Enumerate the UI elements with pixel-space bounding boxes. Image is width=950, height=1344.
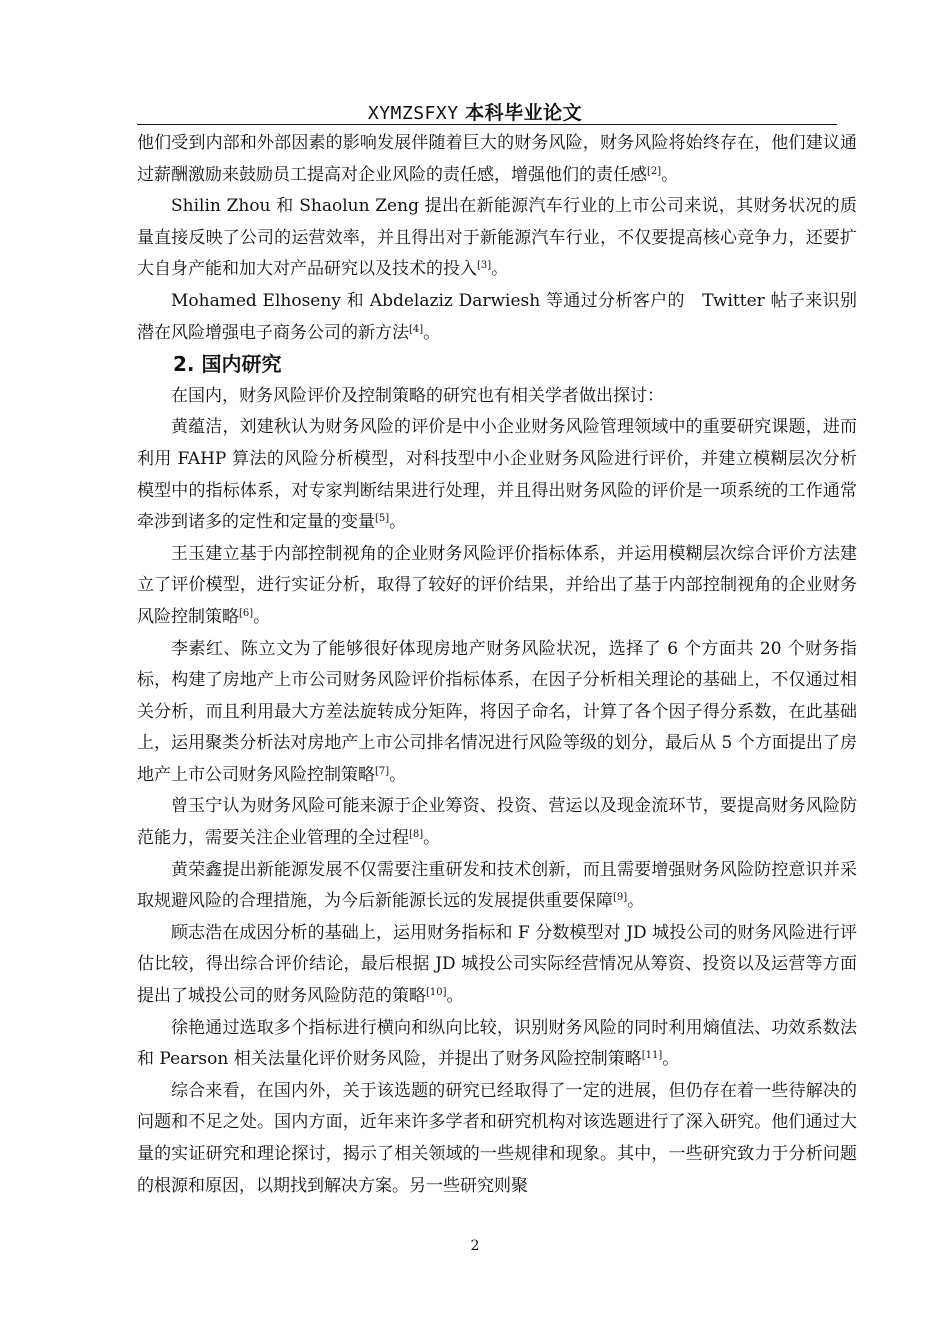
paragraph-tail: 。: [627, 891, 645, 912]
paragraph-text: 徐艳通过选取多个指标进行横向和纵向比较，识别财务风险的同时利用熵值法、功效系数法和 Pearson 相关法量化评价财务风险，并提出了财务风险控制策略: [137, 1017, 857, 1070]
citation-ref: [10]: [426, 987, 447, 999]
paragraph: [137, 791, 857, 854]
header-title-latin: XYMZSFXY: [367, 103, 459, 124]
paragraph: [137, 286, 857, 349]
paragraph: [137, 855, 857, 918]
paragraph: [137, 1013, 857, 1076]
paragraph-tail: 。: [253, 606, 271, 627]
citation-ref: [5]: [375, 513, 390, 525]
citation-ref: [2]: [647, 165, 662, 177]
citation-ref: [3]: [477, 260, 492, 272]
paragraph: [137, 918, 857, 1013]
citation-ref: [7]: [375, 765, 390, 777]
paragraph-tail: 。: [662, 1049, 680, 1070]
header-title-cn: 本科毕业论文: [465, 102, 583, 124]
paragraph: [137, 191, 857, 286]
citation-ref: [11]: [641, 1050, 663, 1062]
paragraph-text: 黄蕴洁，刘建秋认为财务风险的评价是中小企业财务风险管理领域中的重要研究课题，进而利用 FAHP 算法的风险分析模型，对科技型中小企业财务风险进行评价，并建立模糊层次分析模型中的指标体系，对专家判断结果进行处理，并且得出财务风险的评价是一项系统的工作通常牵涉到诸多的定性和定量的变量: [137, 417, 857, 533]
paragraph-tail: 。: [661, 164, 679, 185]
paragraph-tail: 。: [491, 259, 509, 280]
paragraph: [137, 1076, 857, 1202]
page-number: 2: [470, 1238, 480, 1254]
citation-ref: [6]: [239, 607, 254, 619]
paragraph-tail: 。: [389, 764, 407, 785]
header-divider: [137, 124, 837, 125]
citation-ref: [8]: [409, 829, 424, 841]
paragraph: [137, 128, 857, 191]
paragraph-text: 王玉建立基于内部控制视角的企业财务风险评价指标体系，并运用模糊层次综合评价方法建立了评价模型，进行实证分析，取得了较好的评价结果，并给出了基于内部控制视角的企业财务风险控制策略: [137, 543, 857, 627]
paragraph-text: 李素红、陈立文为了能够很好体现房地产财务风险状况，选择了 6 个方面共 20 个财务指标，构建了房地产上市公司财务风险评价指标体系，在因子分析相关理论的基础上，不仅通过相关分析，而且利用最大方差法旋转成分矩阵，将因子命名，计算了各个因子得分系数，在此基础上，运用聚类分析法对房地产上市公司排名情况进行风险等级的划分，最后从 5 个方面提出了房地产上市公司财务风险控制策略: [137, 638, 857, 785]
citation-ref: [4]: [409, 323, 424, 335]
paragraph-text: 黄荣鑫提出新能源发展不仅需要注重研发和技术创新，而且需要增强财务风险防控意识并采取规避风险的合理措施，为今后新能源长远的发展提供重要保障: [137, 859, 857, 912]
paragraph-text: Mohamed Elhoseny 和 Abdelaziz Darwiesh 等通过分析客户的 Twitter 帖子来识别潜在风险增强电子商务公司的新方法: [137, 290, 857, 343]
paragraph-text: Shilin Zhou 和 Shaolun Zeng 提出在新能源汽车行业的上市公司来说，其财务状况的质量直接反映了公司的运营效率，并且得出对于新能源汽车行业，不仅要提高核心竞争力，还要扩大自身产能和加大对产品研究以及技术的投入: [137, 196, 857, 280]
paragraph-tail: 。: [423, 828, 441, 849]
paragraph: [137, 634, 857, 792]
running-header: [0, 98, 950, 125]
citation-ref: [9]: [613, 892, 628, 904]
paragraph-text: 综合来看，在国内外，关于该选题的研究已经取得了一定的进展，但仍存在着一些待解决的问题和不足之处。国内方面，近年来许多学者和研究机构对该选题进行了深入研究。他们通过大量的实证研究和理论探讨，揭示了相关领域的一些规律和现象。其中，一些研究致力于分析问题的根源和原因，以期找到解决方案。另一些研究则聚: [137, 1080, 857, 1196]
paragraph: [137, 412, 857, 538]
paragraph-tail: 。: [423, 322, 441, 343]
section-heading: 2. 国内研究: [173, 352, 282, 377]
paragraph-tail: 。: [446, 986, 464, 1007]
paragraph-text: 曾玉宁认为财务风险可能来源于企业筹资、投资、营运以及现金流环节，要提高财务风险防范能力，需要关注企业管理的全过程: [137, 796, 857, 849]
paragraph-text: 顾志浩在成因分析的基础上，运用财务指标和 F 分数模型对 JD 城投公司的财务风险进行评估比较，得出综合评价结论，最后根据 JD 城投公司实际经营情况从筹资、投资以及运营等方面提出了城投公司的财务风险防范的策略: [137, 922, 857, 1007]
paragraph-tail: 。: [389, 512, 407, 533]
paragraph-text: 他们受到内部和外部因素的影响发展伴随着巨大的财务风险，财务风险将始终存在，他们建议通过薪酬激励来鼓励员工提高对企业风险的责任感，增强他们的责任感: [137, 133, 857, 185]
paragraph: [137, 539, 857, 634]
paragraph-text: 在国内，财务风险评价及控制策略的研究也有相关学者做出探讨：: [171, 385, 664, 406]
body-text: [137, 128, 857, 1202]
paragraph: [137, 381, 857, 413]
